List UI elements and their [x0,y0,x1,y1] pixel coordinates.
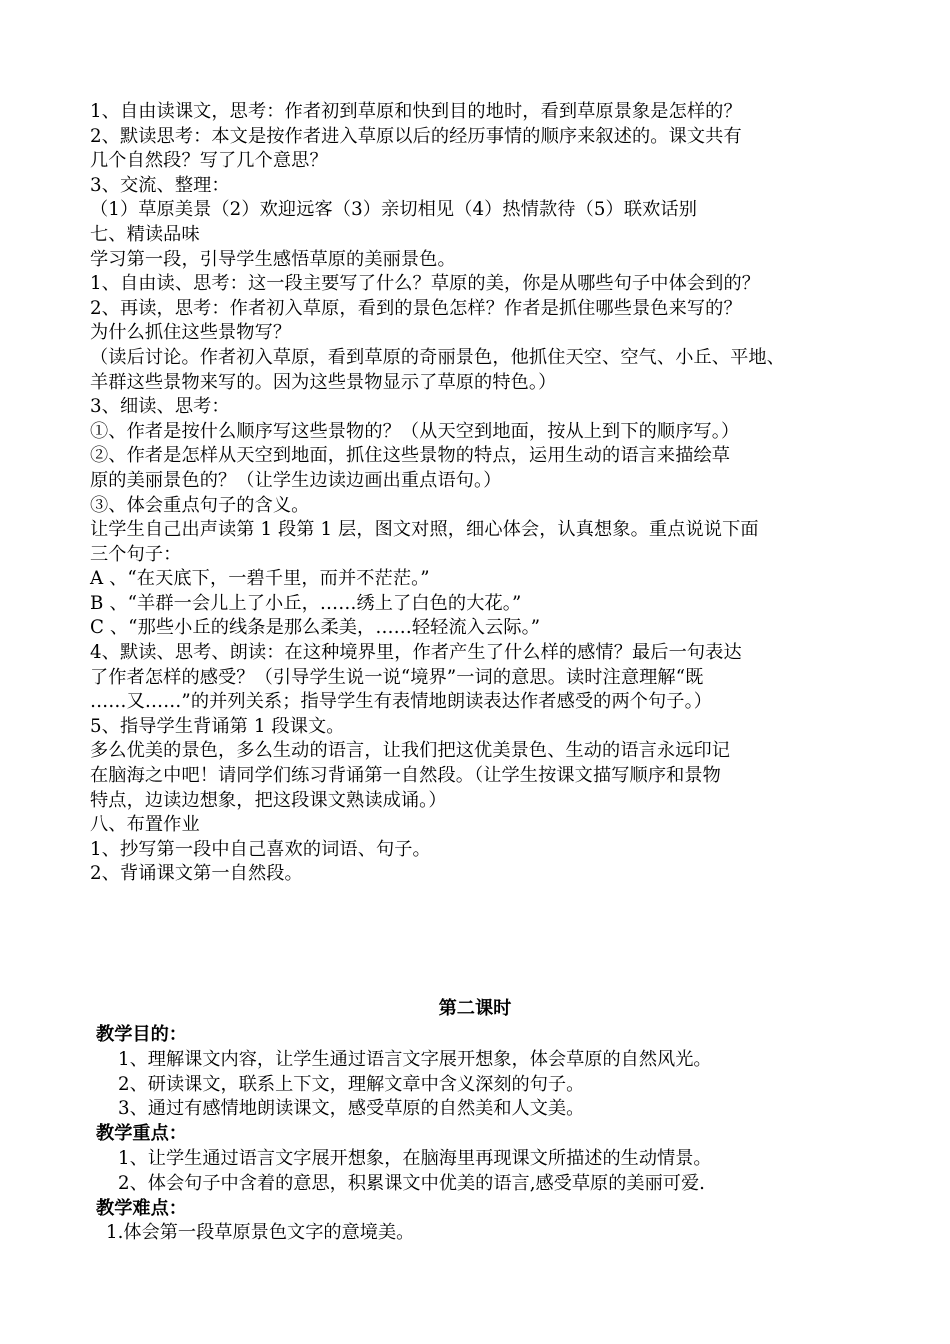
text-line: 为什么抓住这些景物写？ [90,322,292,344]
text-line: 几个自然段？写了几个意思？ [90,150,328,172]
text-line: 2、默读思考：本文是按作者进入草原以后的经历事情的顺序来叙述的。课文共有 [90,125,742,147]
text-line: 三个句子： [90,543,182,565]
text-line: 让学生自己出声读第 1 段第 1 层，图文对照，细心体会，认真想象。重点说说下面 [90,519,759,541]
text-line: 羊群这些景物来写的。因为这些景物显示了草原的特色。） [90,371,557,393]
text-line: 原的美丽景色的？（让学生边读边画出重点语句。） [90,469,502,491]
text-line: 5、指导学生背诵第 1 段课文。 [90,715,345,737]
goal-item: 2、研读课文，联系上下文，理解文章中含义深刻的句子。 [118,1073,585,1095]
text-line: 2、再读，思考：作者初入草原，看到的景色怎样？作者是抓住哪些景色来写的？ [90,297,742,319]
goal-item: 1、理解课文内容，让学生通过语言文字展开想象，体会草原的自然风光。 [118,1048,712,1070]
text-line: （1）草原美景（2）欢迎远客（3）亲切相见（4）热情款待（5）联欢话别 [90,199,697,221]
text-line: 2、背诵课文第一自然段。 [90,863,303,885]
text-line: 了作者怎样的感受？（引导学生说一说“境界”一词的意思。读时注意理解“既 [90,666,704,688]
text-line: 特点，边读边想象，把这段课文熟读成诵。） [90,789,447,811]
difficulty-item: 1.体会第一段草原景色文字的意境美。 [106,1222,415,1244]
text-line: ①、作者是按什么顺序写这些景物的？（从天空到地面，按从上到下的顺序写。） [90,420,740,442]
text-line: 1、自由读课文，思考：作者初到草原和快到目的地时，看到草原景象是怎样的？ [90,101,742,122]
focus-heading: 教学重点： [96,1123,187,1145]
text-line: 多么优美的景色，多么生动的语言，让我们把这优美景色、生动的语言永远印记 [90,740,731,762]
lesson-steps-text [90,100,880,887]
quote-line: C 、“那些小丘的线条是那么柔美，……轻轻流入云际。” [90,617,541,639]
text-line: 3、细读、思考： [90,396,230,418]
text-line: ③、体会重点句子的含义。 [90,494,310,516]
focus-item: 1、让学生通过语言文字展开想象，在脑海里再现课文所描述的生动情景。 [118,1147,712,1169]
text-line: 4、默读、思考、朗读：在这种境界里，作者产生了什么样的感情？最后一句表达 [90,642,742,664]
text-line: ②、作者是怎样从天空到地面，抓住这些景物的特点，运用生动的语言来描绘草 [90,445,731,467]
text-line: 学习第一段，引导学生感悟草原的美丽景色。 [90,248,456,270]
text-line: 3、交流、整理： [90,174,230,196]
focus-item: 2、体会句子中含着的意思，积累课文中优美的语言,感受草原的美丽可爱. [118,1172,705,1194]
quote-line: A 、“在天底下，一碧千里，而并不茫茫。” [90,568,430,590]
text-line: 在脑海之中吧！请同学们练习背诵第一自然段。（让学生按课文描写顺序和景物 [90,765,721,787]
section-heading-eight: 八、布置作业 [90,814,200,836]
text-line: （读后讨论。作者初入草原，看到草原的奇丽景色，他抓住天空、空气、小丘、平地、 [90,346,785,368]
text-line: 1、自由读、思考：这一段主要写了什么？草原的美，你是从哪些句子中体会到的？ [90,273,761,295]
quote-line: B 、“羊群一会儿上了小丘，……绣上了白色的大花。” [90,592,522,614]
text-line: ……又……”的并列关系；指导学生有表情地朗读表达作者感受的两个句子。） [90,691,713,713]
goal-item: 3、通过有感情地朗读课文，感受草原的自然美和人文美。 [118,1098,585,1120]
lesson-plan-block [96,1023,896,1246]
goals-heading: 教学目的： [96,1024,187,1045]
text-line: 1、抄写第一段中自己喜欢的词语、句子。 [90,838,431,860]
lesson-title: 第二课时 [438,998,512,1019]
difficulty-heading: 教学难点： [96,1197,187,1219]
section-heading-seven: 七、精读品味 [90,223,200,245]
